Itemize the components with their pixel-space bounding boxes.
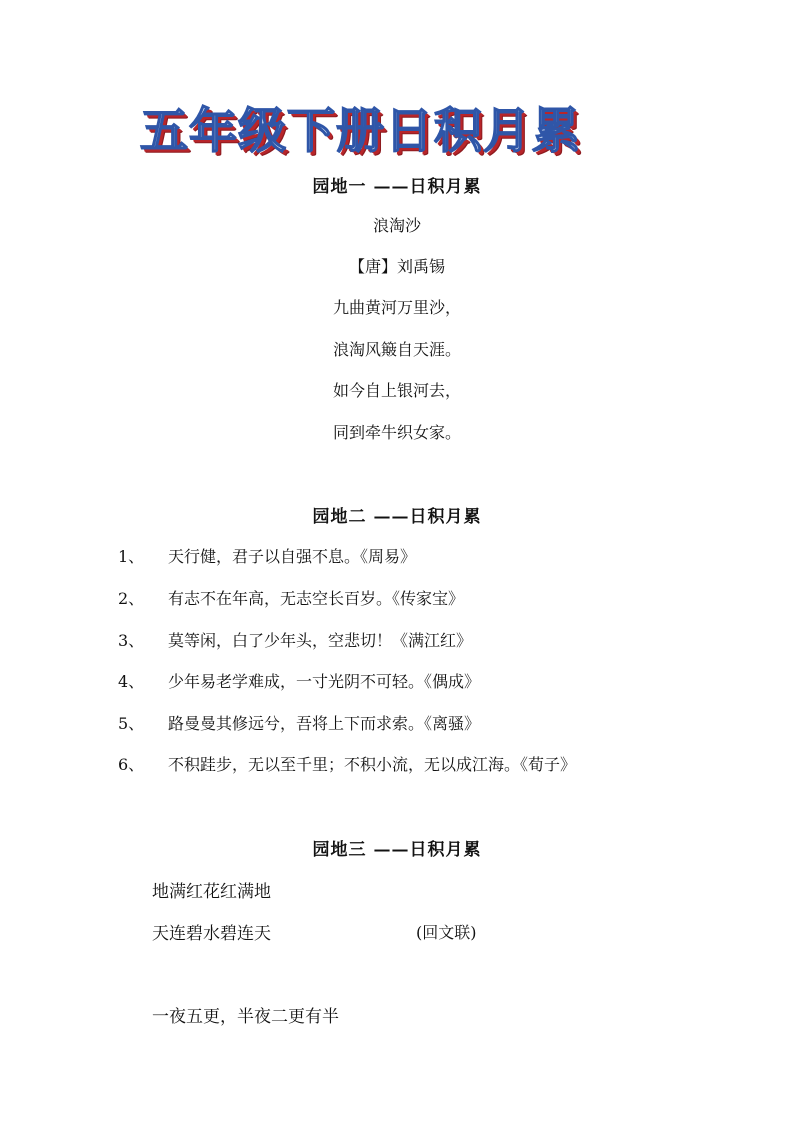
poem-line: 如今自上银河去，: [332, 381, 461, 400]
list-item: [118, 628, 472, 651]
poem-line: 同到牵牛织女家。: [332, 423, 461, 442]
section1-heading: 园地一 ——日积月累: [312, 177, 482, 197]
list-item: [118, 752, 576, 775]
list-item-number: 5、: [118, 714, 145, 733]
section3-heading: 园地三 ——日积月累: [312, 840, 482, 860]
list-item-text: 路曼曼其修远兮，吾将上下而求索。《离骚》: [168, 714, 481, 733]
list-item-text: 莫等闲，白了少年头，空悲切！《满江红》: [168, 631, 473, 650]
list-item-text: 不积跬步，无以至千里；不积小流，无以成江海。《荀子》: [168, 755, 577, 774]
poem-title: 浪淘沙: [372, 216, 421, 235]
couplet-note: (回文联): [416, 923, 477, 942]
poem-author: 【唐】刘禹锡: [348, 257, 445, 276]
list-item-number: 1、: [118, 547, 145, 566]
list-item-number: 3、: [118, 631, 145, 650]
section2-heading: 园地二 ——日积月累: [312, 507, 482, 527]
list-item-number: 6、: [118, 755, 145, 774]
poem-line: 九曲黄河万里沙，: [332, 298, 461, 317]
list-item-text: 天行健，君子以自强不息。《周易》: [168, 547, 417, 566]
list-item-number: 2、: [118, 589, 145, 608]
poem-line: 浪淘风簸自天涯。: [332, 340, 461, 359]
list-item-text: 少年易老学难成，一寸光阴不可轻。《偶成》: [168, 672, 481, 691]
document-title: 五年级下册日积月累: [140, 103, 582, 159]
couplet-line: 地满红花红满地: [152, 882, 271, 902]
list-item: [118, 711, 480, 734]
riddle-line: 一夜五更，半夜二更有半: [152, 1007, 339, 1027]
list-item-text: 有志不在年高，无志空长百岁。《传家宝》: [168, 589, 465, 608]
couplet-line: 天连碧水碧连天: [152, 924, 271, 944]
list-item: [118, 586, 464, 609]
list-item-number: 4、: [118, 672, 145, 691]
list-item: [118, 544, 416, 567]
list-item: [118, 669, 480, 692]
